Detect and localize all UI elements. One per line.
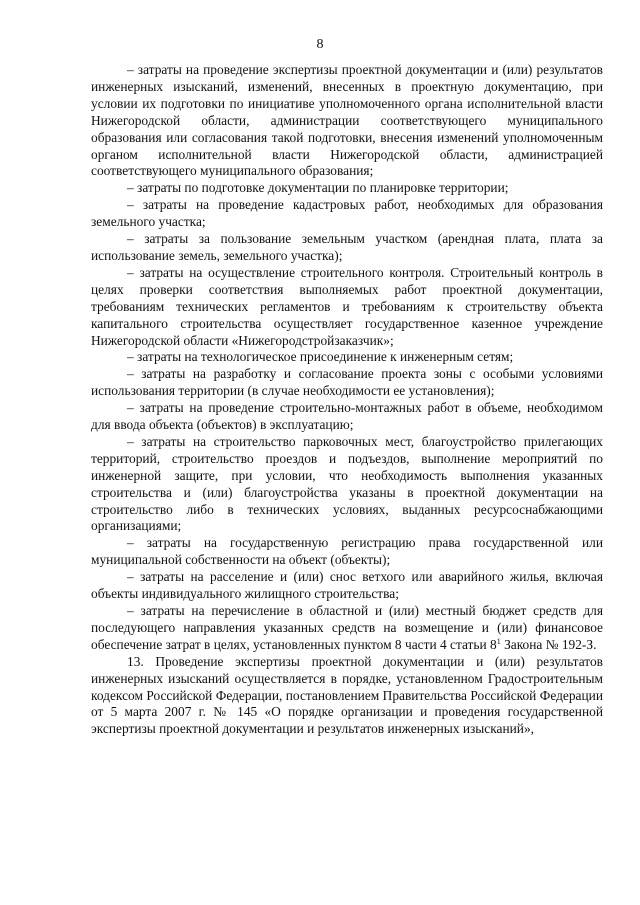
article-superscript: 1 (496, 636, 501, 646)
paragraph-construction-works: – затраты на проведение строительно-монтажных работ в объеме, необходимом для ввода объекта (объектов) в эксплуатацию; (91, 400, 603, 433)
paragraph-construction-control: – затраты на осуществление строительного контроля. Строительный контроль в целях проверки соответствия выполняемых работ проектной документации, требованиям технических регламентов и требованиям к строительству объекта капитального строительства осуществляет государственное казенное учреждение Нижегородской области «Нижегородстройзаказчик»; (91, 264, 603, 348)
paragraph-parking-improvement: – затраты на строительство парковочных мест, благоустройство прилегающих территорий, строительство проездов и подъездов, выполнение мероприятий по инженерной защите, при условии, что необходимость выполнения указанных строительства и (или) благоустройства указаны в проектной документации на строительство либо в технических условиях, выданных ресурсоснабжающими организациями; (91, 433, 603, 534)
paragraph-land-use: – затраты за пользование земельным участком (арендная плата, плата за использование земель, земельного участка); (91, 231, 603, 263)
paragraph-expertise-costs: – затраты на проведение экспертизы проектной документации и (или) результатов инженерных изысканий, изменений, внесенных в проектную документацию, при условии их подготовки по инициативе уполномоченного органа исполнительной власти Нижегородской области, администрации соответствующего муниципального образования или согласования такой подготовки, внесения изменений уполномоченным органом исполнительной власти Нижегородской области, администрацией соответствующего муниципального образования; (91, 62, 603, 179)
paragraph-planning-docs: – затраты по подготовке документации по планировке территории; (127, 180, 509, 196)
paragraph-budget-transfer (91, 603, 603, 654)
paragraph-state-registration: – затраты на государственную регистрацию права государственной или муниципальной собственности на объект (объекты); (91, 535, 603, 568)
paragraph-grid-connection: – затраты на технологическое присоединение к инженерным сетям; (127, 349, 514, 365)
law-reference: Закона № 192-З. (500, 636, 597, 652)
budget-transfer-text: – затраты на перечисление в областной и (или) местный бюджет средств для последующего направления указанных средств на возмещение и (или) финансовое обеспечение затрат в целях, установленных пунктом 8 части 4 статьи 8 (91, 603, 603, 652)
paragraph-item-13: 13. Проведение экспертизы проектной документации и (или) результатов инженерных изысканий осуществляется в порядке, установленном Градостроительным кодексом Российской Федерации, постановлением Правительства Российской Федерации от 5 марта 2007 г. № 145 «О порядке организации и проведения государственной экспертизы проектной документации и результатов инженерных изысканий», (91, 653, 603, 737)
paragraph-special-zone: – затраты на разработку и согласование проекта зоны с особыми условиями использования территории (в случае необходимости ее установления); (91, 366, 603, 399)
paragraph-cadastral-works: – затраты на проведение кадастровых работ, необходимых для образования земельного участка; (91, 197, 603, 230)
document-body (91, 62, 603, 738)
page-number: 8 (316, 37, 324, 52)
paragraph-resettlement: – затраты на расселение и (или) снос ветхого или аварийного жилья, включая объекты индивидуального жилищного строительства; (91, 569, 603, 602)
